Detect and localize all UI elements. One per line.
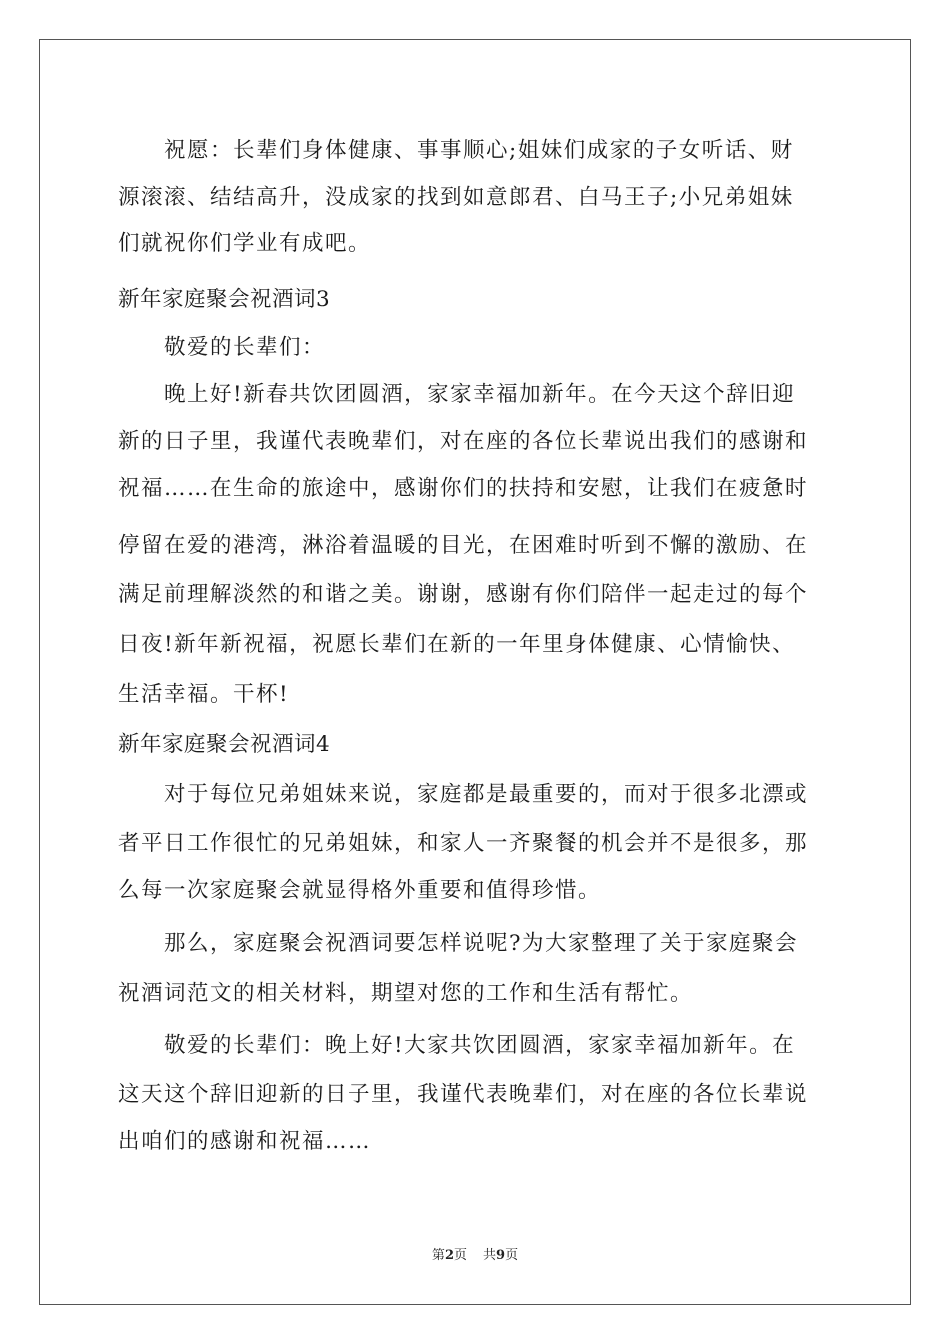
page-footer — [0, 1247, 950, 1265]
paragraph-line: 停留在爱的港湾，淋浴着温暖的目光，在困难时听到不懈的激励、在 — [118, 533, 809, 558]
paragraph-line: 者平日工作很忙的兄弟姐妹，和家人一齐聚餐的机会并不是很多，那 — [118, 831, 809, 856]
paragraph-line: 新的日子里，我谨代表晚辈们，对在座的各位长辈说出我们的感谢和 — [118, 429, 809, 454]
salutation: 敬爱的长辈们： — [164, 335, 326, 360]
paragraph-line: 日夜!新年新祝福，祝愿长辈们在新的一年里身体健康、心情愉快、 — [118, 632, 796, 657]
paragraph-line: 那么，家庭聚会祝酒词要怎样说呢?为大家整理了关于家庭聚会 — [164, 931, 799, 956]
paragraph-line: 敬爱的长辈们：晚上好!大家共饮团圆酒，家家幸福加新年。在 — [164, 1033, 796, 1058]
total-pages: 9 — [496, 1248, 506, 1263]
paragraph-line: 满足前理解淡然的和谐之美。谢谢，感谢有你们陪伴一起走过的每个 — [118, 582, 809, 607]
paragraph-line: 生活幸福。干杯! — [118, 682, 290, 707]
paragraph-line: 么每一次家庭聚会就显得格外重要和值得珍惜。 — [118, 878, 602, 903]
paragraph-line: 这天这个辞旧迎新的日子里，我谨代表晚辈们，对在座的各位长辈说 — [118, 1082, 809, 1107]
paragraph-line: 晚上好!新春共饮团圆酒，家家幸福加新年。在今天这个辞旧迎 — [164, 382, 796, 407]
paragraph-line: 祝愿：长辈们身体健康、事事顺心;姐妹们成家的子女听话、财 — [164, 138, 794, 163]
paragraph-line: 源滚滚、结结高升，没成家的找到如意郎君、白马王子;小兄弟姐妹 — [118, 185, 794, 210]
paragraph-line: 出咱们的感谢和祝福…… — [118, 1129, 372, 1154]
paragraph-line: 祝酒词范文的相关材料，期望对您的工作和生活有帮忙。 — [118, 981, 694, 1006]
page-number: 2 — [444, 1248, 454, 1263]
section-heading: 新年家庭聚会祝酒词3 — [118, 287, 331, 312]
paragraph-line: 们就祝你们学业有成吧。 — [118, 231, 372, 256]
total-suffix: 页 — [505, 1248, 519, 1263]
total-prefix: 共 — [483, 1248, 497, 1263]
section-heading: 新年家庭聚会祝酒词4 — [118, 732, 331, 757]
paragraph-line: 祝福……在生命的旅途中，感谢你们的扶持和安慰，让我们在疲惫时 — [118, 476, 809, 501]
page-suffix: 页 — [453, 1248, 467, 1263]
paragraph-line: 对于每位兄弟姐妹来说，家庭都是最重要的，而对于很多北漂或 — [164, 782, 809, 807]
page-prefix: 第 — [431, 1248, 445, 1263]
